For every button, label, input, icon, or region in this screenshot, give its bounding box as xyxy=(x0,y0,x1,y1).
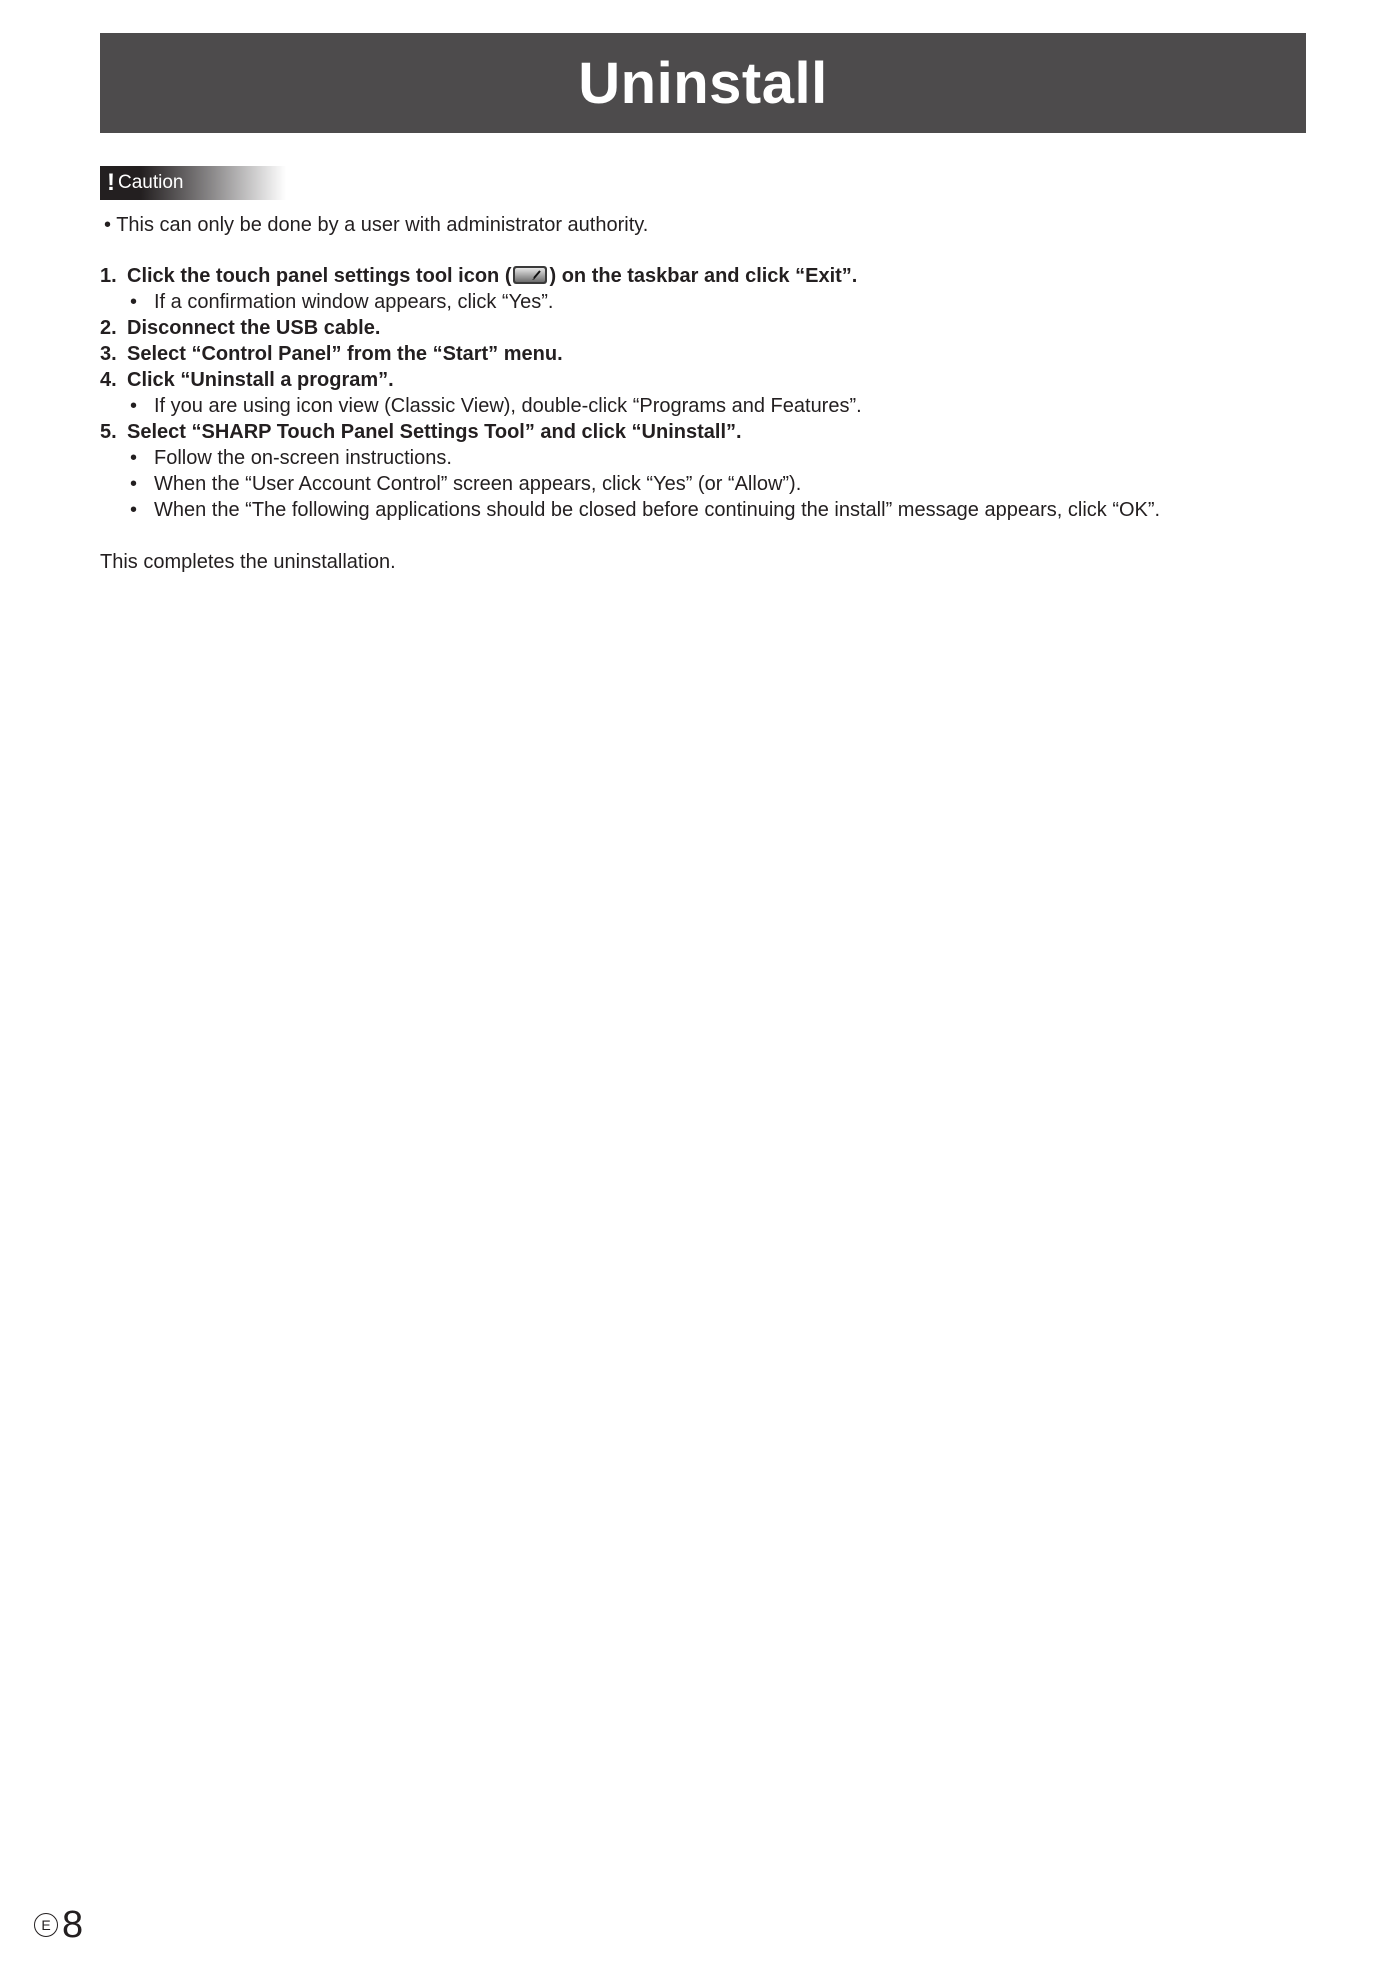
step-4 xyxy=(100,367,1310,393)
language-badge: E xyxy=(34,1913,58,1937)
step-number: 1. xyxy=(100,265,117,287)
step-5 xyxy=(100,419,1310,445)
step-text: Click “Uninstall a program”. xyxy=(127,369,394,391)
step-2 xyxy=(100,315,1310,341)
exclamation-icon: ! xyxy=(107,169,115,196)
caution-note-text: This can only be done by a user with administrator authority. xyxy=(116,214,649,236)
step-text: Select “SHARP Touch Panel Settings Tool” and click “Uninstall”. xyxy=(127,421,742,443)
step-5-sub-2: • When the “User Account Control” screen appears, click “Yes” (or “Allow”). xyxy=(130,473,802,495)
step-number: 5. xyxy=(100,421,117,443)
page-footer xyxy=(34,1906,83,1944)
page-number: 8 xyxy=(62,1904,84,1946)
step-4-sub-1: • If you are using icon view (Classic View), double-click “Programs and Features”. xyxy=(130,395,862,417)
step-5-sub-1: • Follow the on-screen instructions. xyxy=(130,447,452,469)
touch-panel-settings-tool-icon xyxy=(512,265,548,285)
step-1 xyxy=(100,263,1310,289)
closing-text: This completes the uninstallation. xyxy=(100,551,396,573)
step-1-sub-1: • If a confirmation window appears, click “Yes”. xyxy=(130,291,554,313)
caution-label: Caution xyxy=(118,172,184,193)
step-text-after: ) on the taskbar and click “Exit”. xyxy=(549,265,858,287)
page-title: Uninstall xyxy=(578,50,828,116)
step-number: 4. xyxy=(100,369,117,391)
content xyxy=(100,212,1310,575)
step-number: 2. xyxy=(100,317,117,339)
step-number: 3. xyxy=(100,343,117,365)
step-5-sub-3: • When the “The following applications should be closed before continuing the install” message appears, click “OK”. xyxy=(130,499,1161,521)
steps-list xyxy=(100,263,1310,523)
step-text: Click the touch panel settings tool icon ( xyxy=(127,265,512,287)
title-bar xyxy=(100,33,1306,133)
caution-tag xyxy=(100,166,286,200)
caution-note: • This can only be done by a user with administrator authority. xyxy=(104,214,649,236)
step-text: Select “Control Panel” from the “Start” menu. xyxy=(127,343,563,365)
step-3 xyxy=(100,341,1310,367)
step-text: Disconnect the USB cable. xyxy=(127,317,381,339)
